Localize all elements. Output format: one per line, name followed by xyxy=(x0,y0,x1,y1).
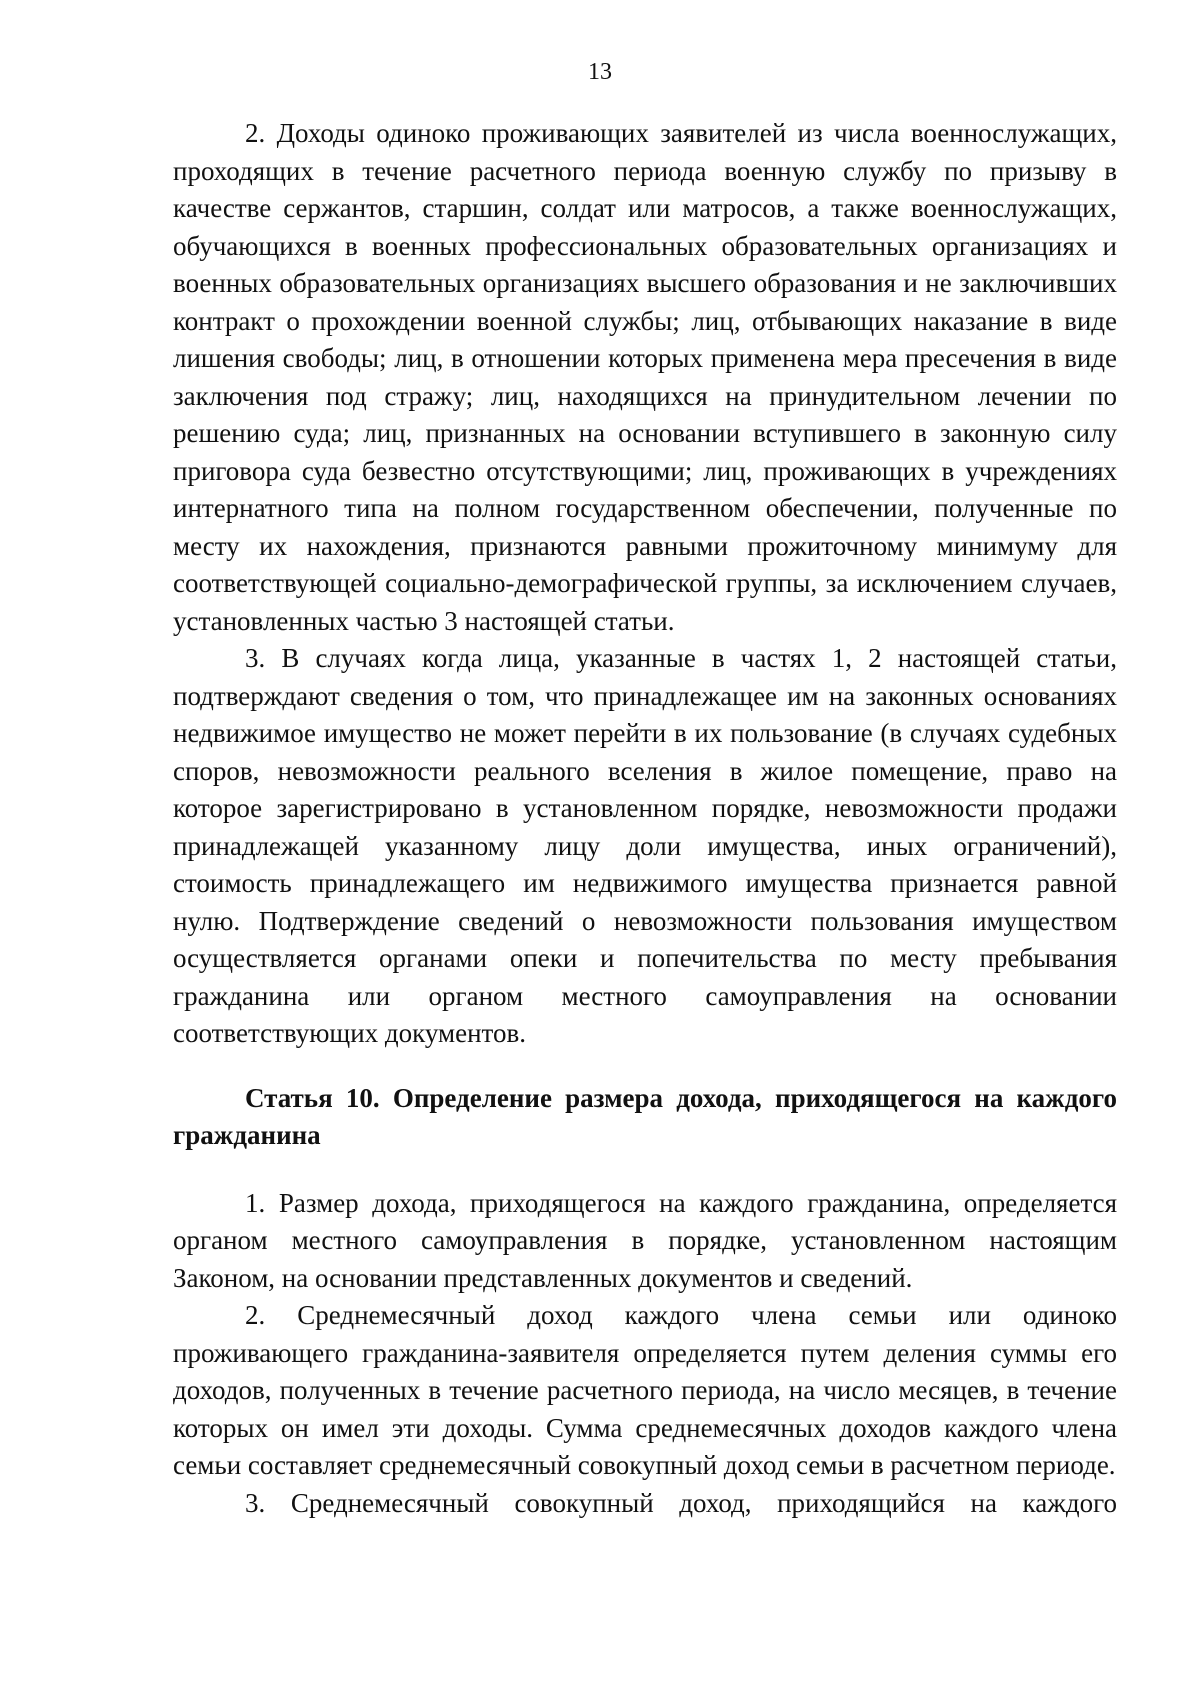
article10-paragraph-2: 2. Среднемесячный доход каждого члена семьи или одиноко проживающего гражданина-заявителя определяется путем деления суммы его доходов, полученных в течение расчетного периода, на число месяцев, в течение которых он имел эти доходы. Сумма среднемесячных доходов каждого члена семьи составляет среднемесячный совокупный доход семьи в расчетном периоде. xyxy=(173,1300,1117,1480)
article-heading: Статья 10. Определение размера дохода, приходящегося на каждого гражданина xyxy=(173,1082,1117,1150)
document-body xyxy=(173,115,1117,1522)
page-number: 13 xyxy=(588,59,612,85)
paragraph-part3: 3. В случаях когда лица, указанные в частях 1, 2 настоящей статьи, подтверждают сведения о том, что принадлежащее им на законных основаниях недвижимое имущество не может перейти в их пользование (в случаях судебных споров, невозможности реального вселения в жилое помещение, право на которое зарегистрировано в установленном порядке, невозможности продажи принадлежащей указанному лицу доли имущества, иных ограничений), стоимость принадлежащего им недвижимого имущества признается равной нулю. Подтверждение сведений о невозможности пользования имуществом осуществляется органами опеки и попечительства по месту пребывания гражданина или органом местного самоуправления на основании соответствующих документов. xyxy=(173,643,1117,1048)
article10-paragraph-3: 3. Среднемесячный совокупный доход, приходящийся на каждого xyxy=(245,1487,1117,1518)
paragraph-part2: 2. Доходы одиноко проживающих заявителей из числа военнослужащих, проходящих в течение расчетного периода военную службу по призыву в качестве сержантов, старшин, солдат или матросов, а также военнослужащих, обучающихся в военных профессиональных образовательных организациях и военных образовательных организациях высшего образования и не заключивших контракт о прохождении военной службы; лиц, отбывающих наказание в виде лишения свободы; лиц, в отношении которых применена мера пресечения в виде заключения под стражу; лиц, находящихся на принудительном лечении по решению суда; лиц, признанных на основании вступившего в законную силу приговора суда безвестно отсутствующими; лиц, проживающих в учреждениях интернатного типа на полном государственном обеспечении, полученные по месту их нахождения, признаются равными прожиточному минимуму для соответствующей социально-демографической группы, за исключением случаев, установленных частью 3 настоящей статьи. xyxy=(173,118,1117,636)
article10-paragraph-1: 1. Размер дохода, приходящегося на каждого гражданина, определяется органом местного самоуправления в порядке, установленном настоящим Законом, на основании представленных документов и сведений. xyxy=(173,1187,1117,1293)
